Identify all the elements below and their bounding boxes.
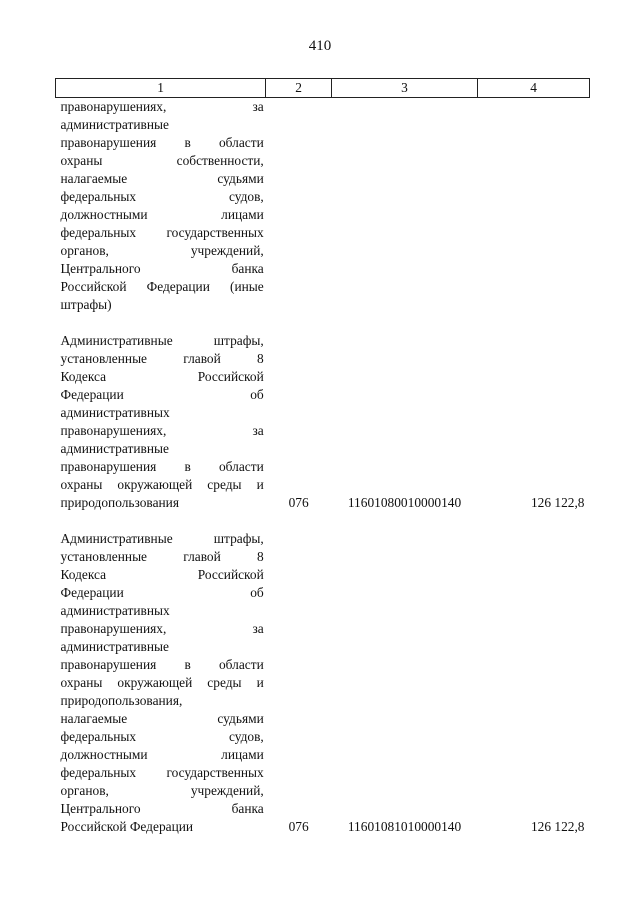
- description-line: правонарушениях, за: [60, 423, 264, 438]
- description-line: административные: [60, 441, 169, 456]
- row-description: [56, 98, 266, 315]
- column-header-3: 3: [331, 79, 477, 98]
- description-line: административные: [60, 117, 169, 132]
- description-line: Административные штрафы,: [60, 333, 264, 348]
- description-line: федеральных государственных: [60, 765, 264, 780]
- description-line: правонарушения в области: [60, 657, 264, 672]
- budget-table: [55, 78, 590, 836]
- description-line: федеральных государственных: [60, 225, 264, 240]
- row-description: [56, 332, 266, 512]
- description-line: природопользования: [60, 495, 180, 510]
- description-line: органов, учреждений,: [60, 243, 264, 258]
- row-amount: 126 122,8: [530, 495, 585, 510]
- description-line: должностными лицами: [60, 207, 264, 222]
- description-line: федеральных судов,: [60, 189, 264, 204]
- description-line: налагаемые судьями: [60, 171, 264, 186]
- description-line: правонарушениях, за: [60, 99, 264, 114]
- description-line: федеральных судов,: [60, 729, 264, 744]
- description-line: административных: [60, 405, 170, 420]
- description-line: должностными лицами: [60, 747, 264, 762]
- table-header-row: [56, 79, 590, 98]
- description-line: штрафы): [60, 297, 112, 312]
- description-line: правонарушения в области: [60, 135, 264, 150]
- description-line: Кодекса Российской: [60, 567, 264, 582]
- description-line: охраны окружающей среды и: [60, 675, 264, 690]
- page-number: 410: [308, 38, 332, 54]
- description-line: Административные штрафы,: [60, 531, 264, 546]
- description-line: установленные главой 8: [60, 549, 264, 564]
- column-header-4: 4: [478, 79, 590, 98]
- row-code: 076: [288, 495, 309, 510]
- description-line: Кодекса Российской: [60, 369, 264, 384]
- description-line: правонарушения в области: [60, 459, 264, 474]
- description-line: административные: [60, 639, 169, 654]
- row-code: [266, 98, 332, 315]
- row-kbk: [331, 98, 477, 315]
- row-amount: 126 122,8: [530, 819, 585, 834]
- description-line: правонарушениях, за: [60, 621, 264, 636]
- row-kbk: 11601080010000140: [347, 495, 462, 510]
- row-amount: [478, 98, 590, 315]
- description-line: налагаемые судьями: [60, 711, 264, 726]
- description-line: охраны собственности,: [60, 153, 264, 168]
- description-line: Федерации об: [60, 585, 264, 600]
- column-header-2: 2: [266, 79, 332, 98]
- table-row: [56, 332, 590, 512]
- column-header-1: 1: [56, 79, 266, 98]
- description-line: Российской Федерации (иные: [60, 279, 264, 294]
- table-row: [56, 530, 590, 836]
- row-spacer: [56, 314, 590, 332]
- description-line: Центрального банка: [60, 261, 264, 276]
- description-line: природопользования,: [60, 693, 183, 708]
- description-line: Центрального банка: [60, 801, 264, 816]
- row-spacer: [56, 512, 590, 530]
- description-line: органов, учреждений,: [60, 783, 264, 798]
- description-line: установленные главой 8: [60, 351, 264, 366]
- row-description: [56, 530, 266, 836]
- row-kbk: 11601081010000140: [347, 819, 462, 834]
- row-code: 076: [288, 819, 309, 834]
- table-row: [56, 98, 590, 315]
- description-line: административных: [60, 603, 170, 618]
- description-line: Российской Федерации: [60, 819, 194, 834]
- description-line: Федерации об: [60, 387, 264, 402]
- description-line: охраны окружающей среды и: [60, 477, 264, 492]
